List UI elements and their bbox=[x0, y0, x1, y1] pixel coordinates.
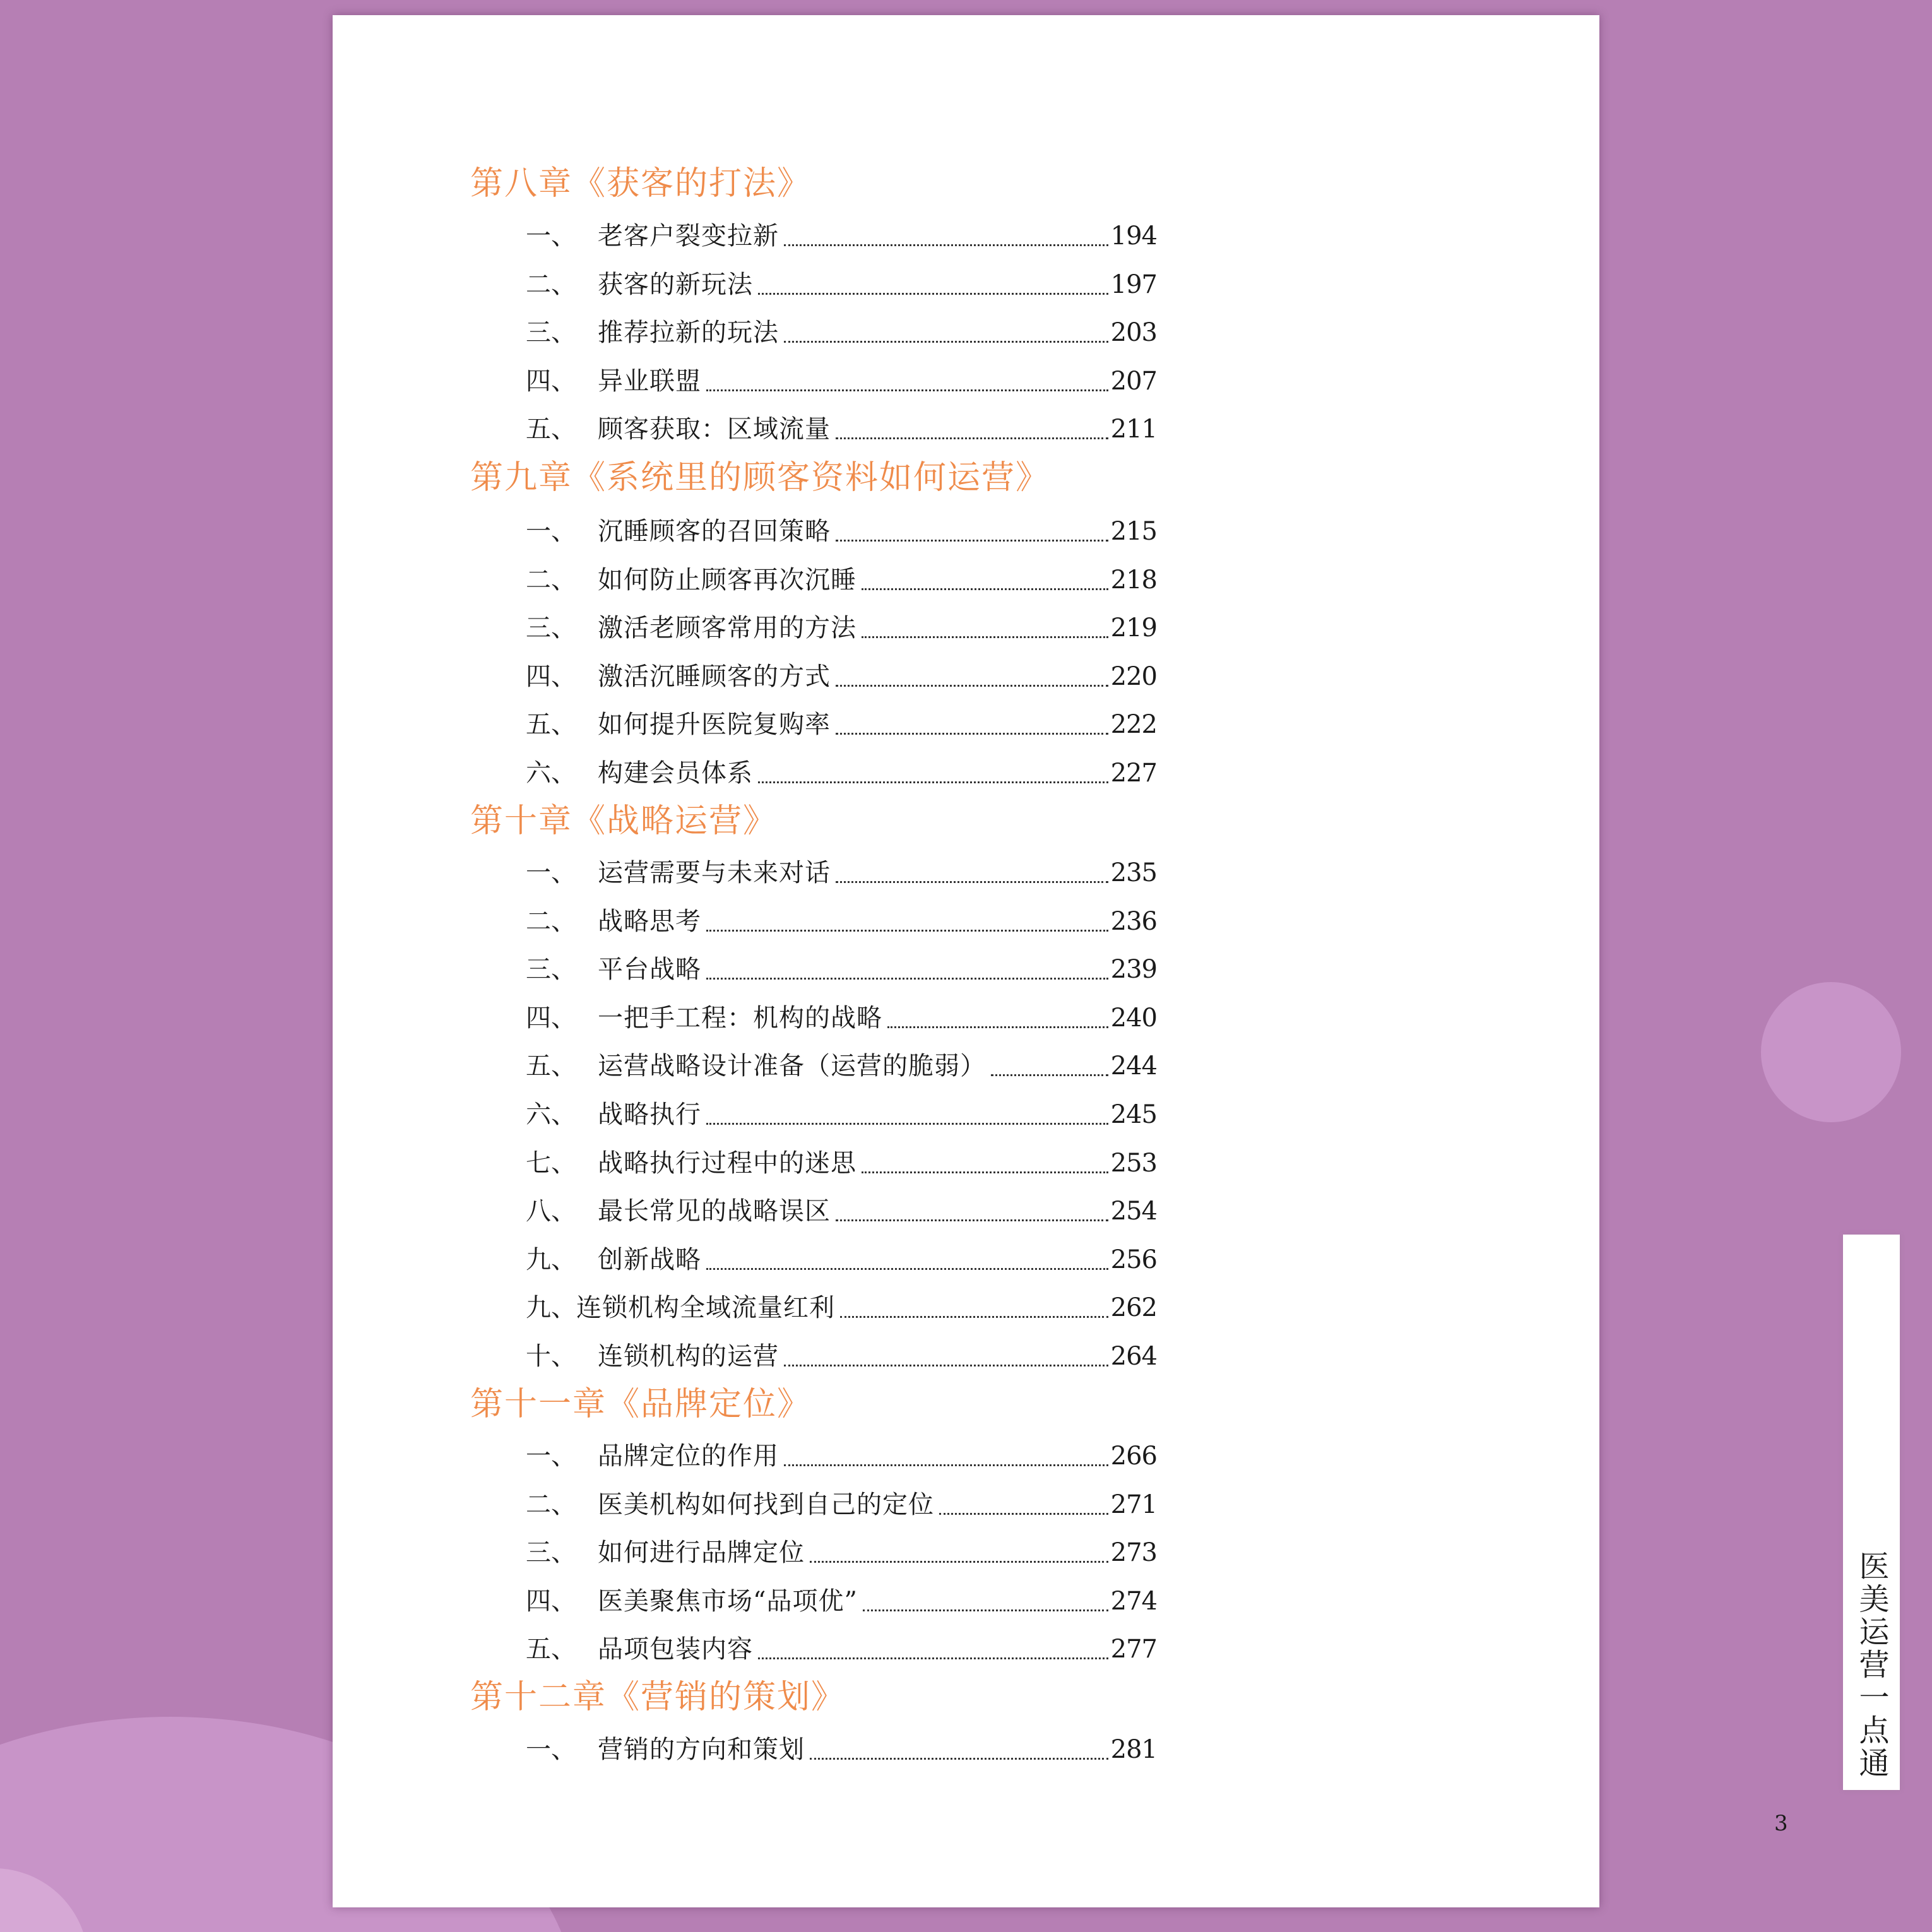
entry-page-number: 273 bbox=[1110, 1538, 1157, 1567]
dot-leader bbox=[836, 437, 1108, 439]
entry-number: 二、 bbox=[526, 1490, 576, 1519]
book-page bbox=[333, 15, 1889, 1907]
entry-page-number: 194 bbox=[1110, 222, 1157, 251]
entry-page-number: 235 bbox=[1110, 858, 1157, 887]
entry-number: 六、 bbox=[526, 759, 576, 788]
toc-entry[interactable] bbox=[526, 999, 1157, 1037]
dot-leader bbox=[836, 881, 1108, 883]
dot-leader bbox=[836, 733, 1108, 735]
toc-entry[interactable] bbox=[526, 314, 1157, 352]
toc-entry[interactable] bbox=[526, 410, 1157, 448]
dot-leader bbox=[784, 1464, 1108, 1466]
toc-entry[interactable] bbox=[526, 362, 1157, 400]
toc-entry[interactable] bbox=[526, 513, 1157, 550]
entry-number: 四、 bbox=[526, 662, 576, 691]
entry-number: 三、 bbox=[526, 613, 576, 643]
toc-entry[interactable] bbox=[526, 1337, 1157, 1375]
dot-leader bbox=[706, 1123, 1108, 1125]
entry-title: 创新战略 bbox=[598, 1245, 701, 1274]
toc-entry[interactable] bbox=[526, 1047, 1157, 1085]
dot-leader bbox=[758, 293, 1108, 295]
dot-leader bbox=[862, 636, 1108, 638]
toc-entry[interactable] bbox=[526, 951, 1157, 988]
dot-leader bbox=[706, 930, 1108, 932]
toc-entry[interactable] bbox=[526, 1192, 1157, 1230]
entry-title: 战略思考 bbox=[598, 907, 701, 936]
entry-number: 五、 bbox=[526, 415, 576, 444]
toc-entry[interactable] bbox=[526, 1096, 1157, 1134]
entry-page-number: 244 bbox=[1110, 1052, 1157, 1081]
entry-page-number: 218 bbox=[1110, 566, 1157, 595]
entry-page-number: 240 bbox=[1110, 1004, 1157, 1033]
entry-number: 四、 bbox=[526, 367, 576, 396]
chapter-heading[interactable]: 第十章《战略运营》 bbox=[470, 802, 778, 840]
entry-title: 老客户裂变拉新 bbox=[598, 222, 779, 251]
entry-title: 战略执行 bbox=[598, 1100, 701, 1129]
toc-entry[interactable] bbox=[526, 1486, 1157, 1524]
entry-page-number: 253 bbox=[1110, 1149, 1157, 1178]
entry-number: 五、 bbox=[526, 1635, 576, 1664]
entry-page-number: 215 bbox=[1110, 517, 1157, 546]
entry-number: 五、 bbox=[526, 710, 576, 739]
entry-number: 三、 bbox=[526, 955, 576, 984]
entry-number: 七、 bbox=[526, 1149, 576, 1178]
toc-entry[interactable] bbox=[526, 1731, 1157, 1769]
entry-title: 最长常见的战略误区 bbox=[598, 1197, 831, 1226]
entry-title: 连锁机构全域流量红利 bbox=[576, 1293, 835, 1322]
dot-leader bbox=[836, 1219, 1108, 1221]
entry-title: 顾客获取：区域流量 bbox=[598, 415, 831, 444]
entry-title: 营销的方向和策划 bbox=[598, 1735, 805, 1764]
toc-entry[interactable] bbox=[526, 658, 1157, 696]
entry-number: 二、 bbox=[526, 907, 576, 936]
toc-entry[interactable] bbox=[526, 706, 1157, 744]
toc-entry[interactable] bbox=[526, 903, 1157, 940]
entry-page-number: 266 bbox=[1110, 1442, 1157, 1471]
entry-number: 三、 bbox=[526, 318, 576, 347]
book-title: 医美运营一点通 bbox=[1854, 1550, 1889, 1780]
entry-number: 一、 bbox=[526, 1735, 576, 1764]
toc-entry[interactable] bbox=[526, 1582, 1157, 1620]
entry-title: 推荐拉新的玩法 bbox=[598, 318, 779, 347]
entry-number: 四、 bbox=[526, 1004, 576, 1033]
entry-title: 连锁机构的运营 bbox=[598, 1342, 779, 1371]
entry-title: 沉睡顾客的召回策略 bbox=[598, 517, 831, 546]
entry-page-number: 256 bbox=[1110, 1245, 1157, 1274]
entry-number: 一、 bbox=[526, 858, 576, 887]
dot-leader bbox=[939, 1513, 1108, 1515]
toc-entry[interactable] bbox=[526, 609, 1157, 647]
dot-leader bbox=[862, 588, 1108, 590]
dot-leader bbox=[758, 1657, 1108, 1659]
entry-page-number: 220 bbox=[1110, 662, 1157, 691]
entry-page-number: 236 bbox=[1110, 907, 1157, 936]
dot-leader bbox=[810, 1758, 1108, 1760]
dot-leader bbox=[758, 781, 1108, 783]
dot-leader bbox=[836, 540, 1108, 542]
entry-number: 二、 bbox=[526, 566, 576, 595]
entry-page-number: 262 bbox=[1110, 1293, 1157, 1322]
entry-title: 如何进行品牌定位 bbox=[598, 1538, 805, 1567]
toc-entry[interactable] bbox=[526, 754, 1157, 792]
background-circle-right bbox=[1761, 982, 1901, 1122]
chapter-heading[interactable]: 第十一章《品牌定位》 bbox=[470, 1385, 812, 1423]
entry-title: 一把手工程：机构的战略 bbox=[598, 1004, 882, 1033]
entry-title: 平台战略 bbox=[598, 955, 701, 984]
entry-number: 三、 bbox=[526, 1538, 576, 1567]
toc-entry[interactable] bbox=[526, 1630, 1157, 1668]
entry-page-number: 281 bbox=[1110, 1735, 1157, 1764]
entry-title: 品项包装内容 bbox=[598, 1635, 753, 1664]
entry-title: 战略执行过程中的迷思 bbox=[598, 1149, 856, 1178]
entry-page-number: 207 bbox=[1110, 367, 1157, 396]
entry-page-number: 203 bbox=[1110, 318, 1157, 347]
dot-leader bbox=[706, 389, 1108, 391]
entry-page-number: 274 bbox=[1110, 1587, 1157, 1616]
dot-leader bbox=[887, 1026, 1108, 1028]
toc-entry[interactable] bbox=[526, 217, 1157, 255]
entry-number: 一、 bbox=[526, 1442, 576, 1471]
entry-page-number: 264 bbox=[1110, 1342, 1157, 1371]
toc-entry[interactable] bbox=[526, 1289, 1157, 1327]
entry-page-number: 271 bbox=[1110, 1490, 1157, 1519]
entry-title: 激活老顾客常用的方法 bbox=[598, 613, 856, 643]
dot-leader bbox=[706, 978, 1108, 980]
dot-leader bbox=[862, 1171, 1108, 1173]
toc-entry[interactable] bbox=[526, 1241, 1157, 1279]
entry-number: 五、 bbox=[526, 1052, 576, 1081]
entry-page-number: 197 bbox=[1110, 270, 1157, 299]
entry-title: 运营战略设计准备（运营的脆弱） bbox=[598, 1052, 986, 1081]
entry-title: 运营需要与未来对话 bbox=[598, 858, 831, 887]
chapter-heading[interactable]: 第八章《获客的打法》 bbox=[470, 165, 812, 203]
entry-title: 医美聚焦市场“品项优” bbox=[598, 1587, 858, 1616]
entry-title: 如何提升医院复购率 bbox=[598, 710, 831, 739]
entry-page-number: 211 bbox=[1110, 415, 1157, 444]
dot-leader bbox=[991, 1074, 1108, 1076]
entry-page-number: 254 bbox=[1110, 1197, 1157, 1226]
entry-number: 一、 bbox=[526, 517, 576, 546]
entry-number: 九、 bbox=[526, 1245, 576, 1274]
dot-leader bbox=[706, 1268, 1108, 1270]
entry-title: 医美机构如何找到自己的定位 bbox=[598, 1490, 934, 1519]
chapter-heading[interactable]: 第十二章《营销的策划》 bbox=[470, 1678, 846, 1716]
toc-entry[interactable] bbox=[526, 854, 1157, 892]
entry-number: 一、 bbox=[526, 222, 576, 251]
entry-number: 九、 bbox=[526, 1293, 576, 1322]
toc-entry[interactable] bbox=[526, 561, 1157, 599]
dot-leader bbox=[840, 1316, 1108, 1318]
entry-title: 激活沉睡顾客的方式 bbox=[598, 662, 831, 691]
entry-page-number: 219 bbox=[1110, 613, 1157, 643]
dot-leader bbox=[784, 244, 1108, 246]
book-title-strip bbox=[1843, 1235, 1900, 1790]
dot-leader bbox=[863, 1609, 1108, 1611]
chapter-heading[interactable]: 第九章《系统里的顾客资料如何运营》 bbox=[470, 459, 1050, 497]
entry-title: 构建会员体系 bbox=[598, 759, 753, 788]
toc-entry[interactable] bbox=[526, 266, 1157, 304]
entry-page-number: 245 bbox=[1110, 1100, 1157, 1129]
entry-title: 品牌定位的作用 bbox=[598, 1442, 779, 1471]
entry-page-number: 277 bbox=[1110, 1635, 1157, 1664]
dot-leader bbox=[784, 341, 1108, 343]
entry-number: 六、 bbox=[526, 1100, 576, 1129]
dot-leader bbox=[784, 1365, 1108, 1366]
entry-number: 二、 bbox=[526, 270, 576, 299]
entry-number: 四、 bbox=[526, 1587, 576, 1616]
entry-title: 如何防止顾客再次沉睡 bbox=[598, 566, 856, 595]
entry-page-number: 227 bbox=[1110, 759, 1157, 788]
dot-leader bbox=[810, 1561, 1108, 1563]
entry-number: 十、 bbox=[526, 1342, 576, 1371]
toc-entry[interactable] bbox=[526, 1437, 1157, 1475]
entry-title: 异业联盟 bbox=[598, 367, 701, 396]
toc-entry[interactable] bbox=[526, 1534, 1157, 1572]
entry-page-number: 239 bbox=[1110, 955, 1157, 984]
entry-page-number: 222 bbox=[1110, 710, 1157, 739]
dot-leader bbox=[836, 685, 1108, 687]
entry-title: 获客的新玩法 bbox=[598, 270, 753, 299]
entry-number: 八、 bbox=[526, 1197, 576, 1226]
page-number: 3 bbox=[1774, 1811, 1788, 1836]
toc-entry[interactable] bbox=[526, 1144, 1157, 1182]
